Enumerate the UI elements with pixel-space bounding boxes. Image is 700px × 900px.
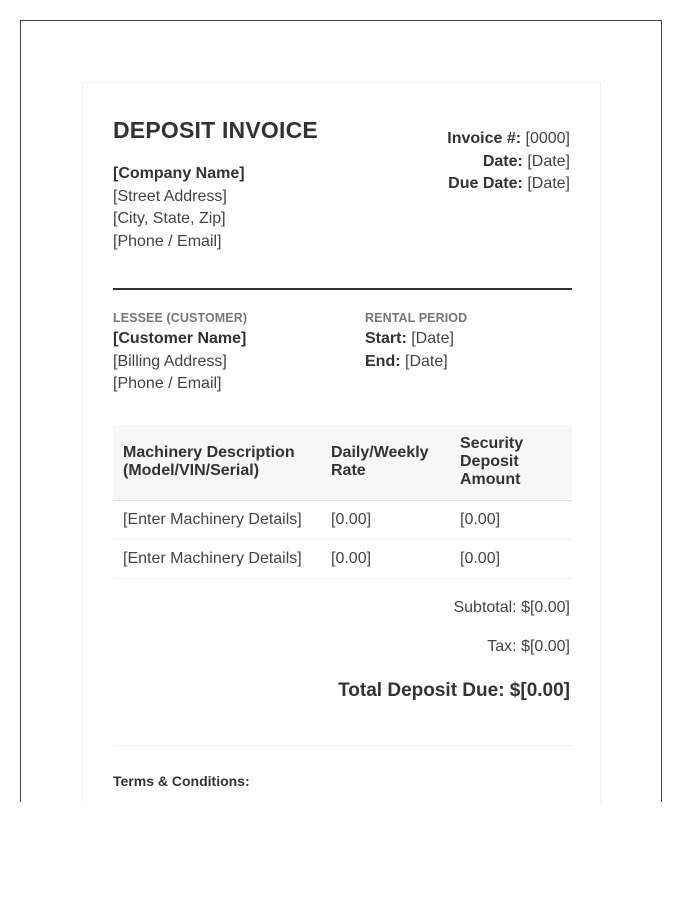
header-machinery-description: Machinery Description (Model/VIN/Serial) <box>113 425 321 500</box>
rental-period-label: RENTAL PERIOD <box>365 311 468 325</box>
due-date-value: [Date] <box>527 175 570 192</box>
rental-start-label: Start: <box>365 330 407 347</box>
table-row <box>113 500 572 539</box>
invoice-date-value: [Date] <box>527 152 570 170</box>
billing-address: [Billing Address] <box>113 352 227 370</box>
lessee-label: LESSEE (CUSTOMER) <box>113 311 248 325</box>
company-street: [Street Address] <box>113 187 227 205</box>
table-row <box>113 539 572 578</box>
subtotal-line: Subtotal: $[0.00] <box>453 599 570 616</box>
invoice-sheet <box>82 82 601 802</box>
rate-cell: [0.00] <box>321 539 450 578</box>
rate-cell: [0.00] <box>321 500 450 539</box>
header-deposit-amount: Security Deposit Amount <box>450 425 572 500</box>
deposit-cell: [0.00] <box>450 539 572 578</box>
tax-line: Tax: $[0.00] <box>487 638 570 655</box>
invoice-number-value: [0000] <box>525 130 570 147</box>
rental-end-row <box>365 351 467 374</box>
company-name: [Company Name] <box>113 165 245 182</box>
header-rate: Daily/Weekly Rate <box>321 425 450 500</box>
invoice-date-row <box>447 151 570 174</box>
terms-divider <box>113 745 572 746</box>
table-header-row <box>113 425 572 500</box>
invoice-number-label: Invoice #: <box>447 130 522 147</box>
totals-block <box>338 599 570 702</box>
due-date-row <box>447 173 570 196</box>
company-block <box>113 163 245 253</box>
customer-contact: [Phone / Email] <box>113 375 222 392</box>
customer-name: [Customer Name] <box>113 330 247 347</box>
rental-period-block <box>365 310 467 373</box>
rental-start-row <box>365 328 467 351</box>
terms-heading: Terms & Conditions: <box>113 773 250 789</box>
header-divider <box>113 288 572 290</box>
company-contact: [Phone / Email] <box>113 232 222 250</box>
rental-end-label: End: <box>365 352 401 370</box>
company-city: [City, State, Zip] <box>113 210 226 227</box>
document-viewport <box>20 20 662 802</box>
total-deposit-due: Total Deposit Due: $[0.00] <box>338 680 570 701</box>
rental-start-value: [Date] <box>411 330 454 347</box>
invoice-number-row <box>447 128 570 151</box>
due-date-label: Due Date: <box>448 175 523 192</box>
machinery-details-cell: [Enter Machinery Details] <box>113 539 321 578</box>
lessee-block <box>113 310 247 396</box>
deposit-cell: [0.00] <box>450 500 572 539</box>
invoice-date-label: Date: <box>482 152 523 170</box>
rental-end-value: [Date] <box>405 352 448 370</box>
document-title: DEPOSIT INVOICE <box>113 117 318 143</box>
machinery-details-cell: [Enter Machinery Details] <box>113 500 321 539</box>
invoice-meta <box>447 128 570 196</box>
machinery-table <box>113 425 572 579</box>
